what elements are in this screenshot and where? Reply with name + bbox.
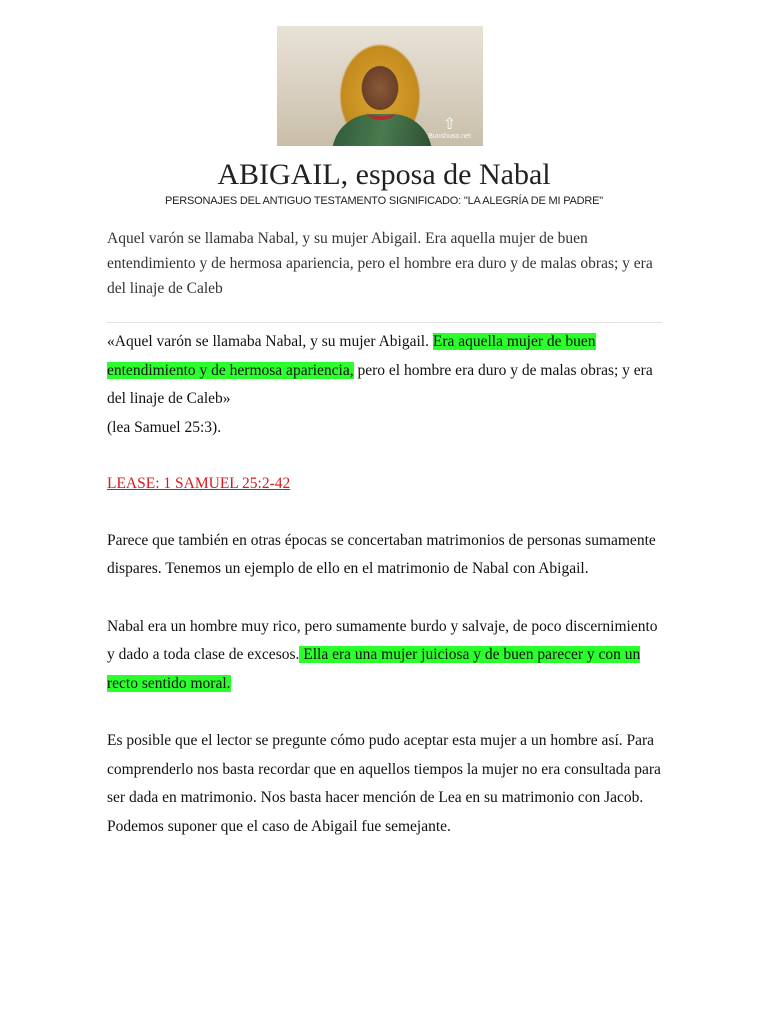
lease-paragraph [107, 470, 667, 499]
watermark [428, 117, 471, 140]
quote-reference: (lea Samuel 25:3). [107, 418, 222, 436]
page-title: ABIGAIL, esposa de Nabal [217, 158, 551, 191]
quote-text-before: «Aquel varón se llamaba Nabal, y su mujer Abigail. [107, 333, 433, 350]
lease-link[interactable]: LEASE: 1 SAMUEL 25:2-42 [107, 475, 291, 492]
page-subtitle: PERSONAJES DEL ANTIGUO TESTAMENTO SIGNIFICADO: "LA ALEGRÍA DE MI PADRE" [165, 195, 603, 207]
necklace-shape [367, 106, 395, 120]
paragraph-1: Parece que también en otras épocas se concertaban matrimonios de personas sumamente dispares. Tenemos un ejemplo de ello en el matrimonio de Nabal con Abigail. [107, 531, 656, 577]
paragraph-2 [107, 613, 667, 699]
summary-text: Aquel varón se llamaba Nabal, y su mujer Abigail. Era aquella mujer de buen entendimiento y de hermosa apariencia, pero el hombre era duro y de malas obras; y era del linaje de Caleb [107, 230, 653, 297]
watermark-text: Bunshuso.net [428, 133, 471, 140]
quote-paragraph [107, 328, 667, 442]
quote-text-after: pero el hombre era duro y de malas obras; y era del linaje de Caleb» [107, 361, 653, 407]
paragraph-3: Es posible que el lector se pregunte cómo pudo aceptar esta mujer a un hombre así. Para comprenderlo nos basta recordar que en aquellos tiempos la mujer no era consultada para ser dada en matrimonio. Nos basta hacer mención de Lea en su matrimonio con Jacob. Podemos suponer que el caso de Abigail fue semejante. [107, 732, 661, 835]
quote-highlight: Era aquella mujer de buen entendimiento y de hermosa apariencia, [107, 333, 596, 379]
divider [107, 322, 662, 323]
paragraph-2-text: Nabal era un hombre muy rico, pero sumamente burdo y salvaje, de poco discernimiento y dado a toda clase de excesos. [107, 617, 658, 663]
paragraph-2-highlight: Ella era una mujer juiciosa y de buen parecer y con un recto sentido moral. [107, 646, 641, 692]
abigail-portrait-image [277, 26, 483, 146]
document-body [107, 328, 667, 841]
upload-arrow-icon: ⇧ [442, 116, 457, 133]
